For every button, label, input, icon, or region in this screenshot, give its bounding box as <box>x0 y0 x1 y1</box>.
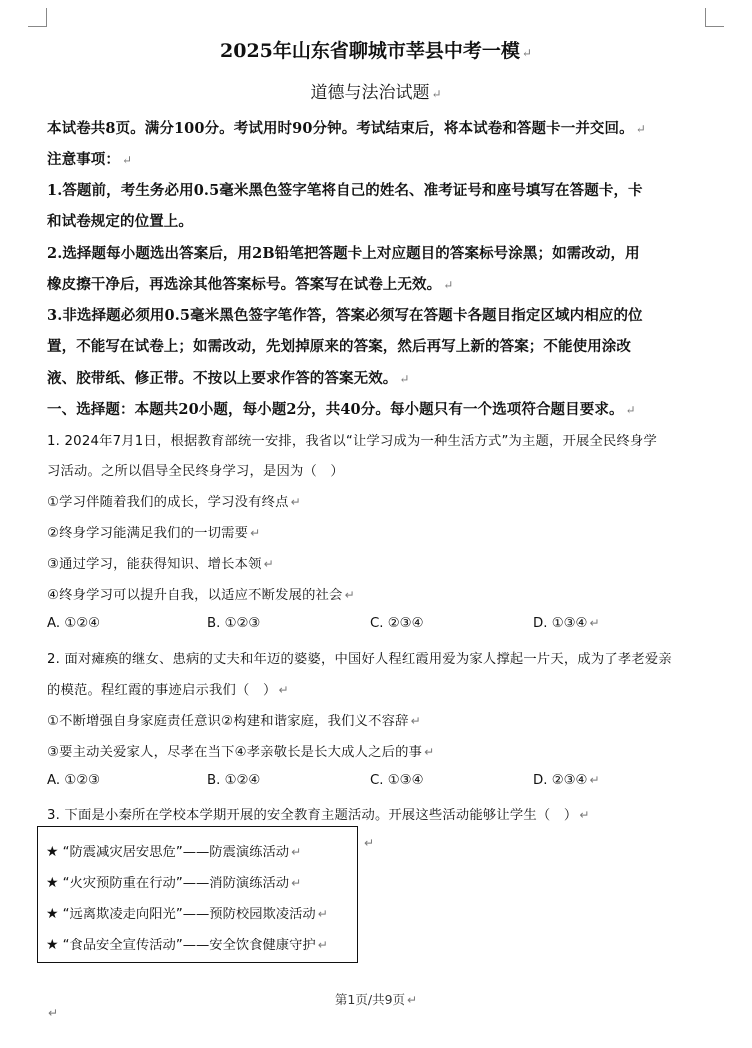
paragraph-mark: ↵ <box>399 372 410 386</box>
q2-option-d[interactable] <box>533 773 600 788</box>
exam-title-text: 2025年山东省聊城市莘县中考一模 <box>220 40 520 62</box>
q3-stem <box>47 804 706 823</box>
section1-heading-text: 一、选择题：本题共20小题，每小题2分，共40分。每小题只有一个选项符合题目要求。 <box>47 401 624 418</box>
q2-stem-line2-text: 的模范。程红霞的事迹启示我们（ ） <box>47 683 277 698</box>
note2-line1: 2.选择题每小题选出答案后，用2B铅笔把答题卡上对应题目的答案标号涂黑；如需改动，用 <box>47 245 640 262</box>
q1-statement-2 <box>47 522 706 541</box>
q1-stem-line2 <box>47 460 706 479</box>
paragraph-mark: ↵ <box>364 836 375 850</box>
q2-option-d-text: D. ②③④ <box>533 773 588 788</box>
q3-activities-box <box>37 826 358 963</box>
paragraph-mark: ↵ <box>250 526 261 540</box>
q1-option-b[interactable]: B. ①②③ <box>207 616 261 631</box>
note1-line2-text: 和试卷规定的位置上。 <box>47 213 193 230</box>
paragraph-mark: ↵ <box>521 46 532 60</box>
star-icon: ★ <box>46 937 59 953</box>
note3-line3 <box>47 367 706 388</box>
q2-option-b[interactable]: B. ①②④ <box>207 773 261 788</box>
q1-stem-line2-text: 习活动。之所以倡导全民终身学习，是因为（ ） <box>47 464 344 479</box>
q1-option-a[interactable]: A. ①②④ <box>47 616 101 631</box>
paragraph-mark: ↵ <box>291 845 302 859</box>
q1-statement-2-text: ②终身学习能满足我们的一切需要 <box>47 526 249 541</box>
q2-stem-line1: 2. 面对瘫痪的继女、患病的丈夫和年迈的婆婆，中国好人程红霞用爱为家人撑起一片天，成为了孝老爱亲 <box>47 652 672 667</box>
paragraph-mark: ↵ <box>290 495 301 509</box>
exam-subtitle <box>0 78 752 103</box>
paragraph-mark: ↵ <box>589 616 600 630</box>
paragraph-mark: ↵ <box>579 808 590 822</box>
q3-activity-2-text: “火灾预防重在行动”——消防演练活动 <box>62 876 290 891</box>
q2-statements-1-2-text: ①不断增强自身家庭责任意识②构建和谐家庭，我们义不容辞 <box>47 714 409 729</box>
q2-option-c[interactable]: C. ①③④ <box>370 773 424 788</box>
paragraph-mark: ↵ <box>407 993 418 1007</box>
page-corner-mark-left <box>28 8 47 27</box>
q2-statements-1-2 <box>47 710 706 729</box>
q1-stem-line1: 1. 2024年7月1日，根据教育部统一安排，我省以“让学习成为一种生活方式”为主题，开展全民终身学 <box>47 434 658 449</box>
star-icon: ★ <box>46 875 59 891</box>
paragraph-mark: ↵ <box>344 588 355 602</box>
paragraph-mark: ↵ <box>635 122 646 136</box>
q3-activity-4-text: “食品安全宣传活动”——安全饮食健康守护 <box>62 938 316 953</box>
q1-option-d-text: D. ①③④ <box>533 616 588 631</box>
paragraph-mark: ↵ <box>431 87 442 101</box>
q1-statement-1 <box>47 491 706 510</box>
paragraph-mark: ↵ <box>589 773 600 787</box>
page-corner-mark-right <box>705 8 724 27</box>
star-icon: ★ <box>46 844 59 860</box>
q3-activity-2 <box>46 872 301 891</box>
q1-statement-4-text: ④终身学习可以提升自我，以适应不断发展的社会 <box>47 588 343 603</box>
notes-heading <box>47 148 706 169</box>
q3-activity-3 <box>46 903 328 922</box>
q1-option-c[interactable]: C. ②③④ <box>370 616 424 631</box>
note3-line1: 3.非选择题必须用0.5毫米黑色签字笔作答，答案必须写在答题卡各题目指定区域内相应的位 <box>47 307 643 324</box>
q1-statement-3-text: ③通过学习，能获得知识、增长本领 <box>47 557 262 572</box>
paragraph-mark: ↵ <box>291 876 302 890</box>
paragraph-mark: ↵ <box>443 278 454 292</box>
q3-activity-3-text: “远离欺凌走向阳光”——预防校园欺凌活动 <box>62 907 316 922</box>
q1-statement-1-text: ①学习伴随着我们的成长，学习没有终点 <box>47 495 289 510</box>
paragraph-mark: ↵ <box>424 745 435 759</box>
instructions-intro-text: 本试卷共8页。满分100分。考试用时90分钟。考试结束后，将本试卷和答题卡一并交回。 <box>47 120 634 137</box>
q2-statements-3-4 <box>47 741 706 760</box>
note3-line2: 置，不能写在试卷上；如需改动，先划掉原来的答案，然后再写上新的答案；不能使用涂改 <box>47 338 631 355</box>
note1-line1: 1.答题前，考生务必用0.5毫米黑色签字笔将自己的姓名、准考证号和座号填写在答题卡，卡 <box>47 182 643 199</box>
q2-option-a[interactable]: A. ①②③ <box>47 773 101 788</box>
q1-statement-3 <box>47 553 706 572</box>
note1-line2 <box>47 210 706 231</box>
exam-title <box>0 36 752 63</box>
section1-heading <box>47 398 706 419</box>
paragraph-mark: ↵ <box>48 1006 59 1020</box>
q3-activity-1 <box>46 841 301 860</box>
notes-heading-text: 注意事项： <box>47 151 120 168</box>
instructions-intro <box>47 117 706 138</box>
page-footer <box>0 990 752 1008</box>
q2-stem-line2 <box>47 679 706 698</box>
note2-line2 <box>47 273 706 294</box>
note2-line2-text: 橡皮擦干净后，再选涂其他答案标号。答案写在试卷上无效。 <box>47 276 442 293</box>
q1-option-d[interactable] <box>533 616 600 631</box>
paragraph-mark: ↵ <box>317 938 328 952</box>
paragraph-mark: ↵ <box>122 153 133 167</box>
q3-activity-4 <box>46 934 328 953</box>
q3-stem-text: 3. 下面是小秦所在学校本学期开展的安全教育主题活动。开展这些活动能够让学生（ ） <box>47 808 578 823</box>
q2-statements-3-4-text: ③要主动关爱家人，尽孝在当下④孝亲敬长是长大成人之后的事 <box>47 745 423 760</box>
star-icon: ★ <box>46 906 59 922</box>
paragraph-mark: ↵ <box>625 403 636 417</box>
page-number: 第1页/共9页 <box>334 992 406 1007</box>
paragraph-mark: ↵ <box>317 907 328 921</box>
paragraph-mark: ↵ <box>263 557 274 571</box>
paragraph-mark: ↵ <box>278 683 289 697</box>
paragraph-mark: ↵ <box>410 714 421 728</box>
q3-activity-1-text: “防震减灾居安思危”——防震演练活动 <box>62 845 290 860</box>
exam-subtitle-text: 道德与法治试题 <box>310 83 430 103</box>
note3-line3-text: 液、胶带纸、修正带。不按以上要求作答的答案无效。 <box>47 370 398 387</box>
q1-statement-4 <box>47 584 706 603</box>
